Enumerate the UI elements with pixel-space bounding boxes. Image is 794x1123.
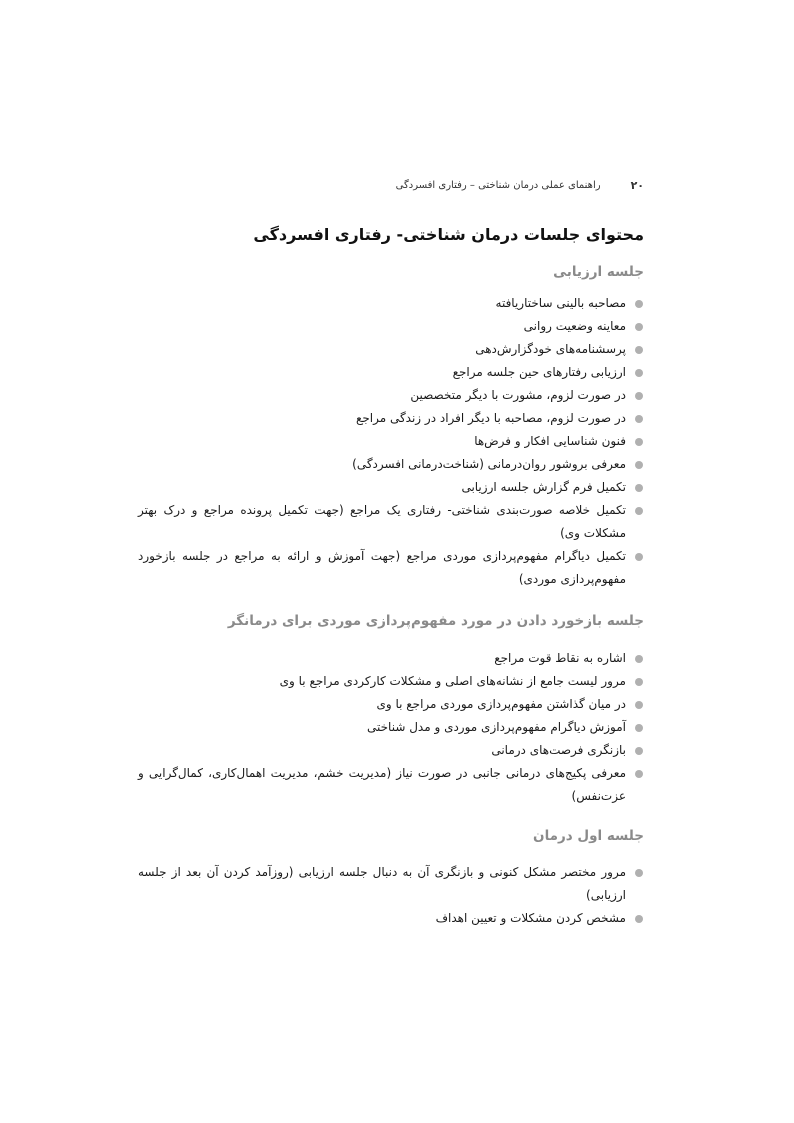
list-item: معرفی بروشور روان‌درمانی (شناخت‌درمانی افسردگی) bbox=[138, 453, 644, 476]
list-item: بازنگری فرصت‌های درمانی bbox=[138, 739, 644, 762]
bullet-icon bbox=[635, 655, 643, 663]
list-item: تکمیل خلاصه صورت‌بندی شناختی- رفتاری یک مراجع (جهت تکمیل پرونده مراجع و درک بهتر مشکلات وی) bbox=[138, 499, 644, 545]
bullet-icon bbox=[635, 553, 643, 561]
list-item: فنون شناسایی افکار و فرض‌ها bbox=[138, 430, 644, 453]
bullet-icon bbox=[635, 678, 643, 686]
running-title: راهنمای عملی درمان شناختی – رفتاری افسردگی bbox=[395, 180, 601, 191]
running-header bbox=[150, 179, 644, 192]
bullet-icon bbox=[635, 770, 643, 778]
bullet-icon bbox=[635, 869, 643, 877]
list-item: مشخص کردن مشکلات و تعیین اهداف bbox=[138, 907, 644, 930]
list-item: پرسشنامه‌های خودگزارش‌دهی bbox=[138, 338, 644, 361]
list-item: در صورت لزوم، مشورت با دیگر متخصصین bbox=[138, 384, 644, 407]
bullet-icon bbox=[635, 369, 643, 377]
list-item: تکمیل فرم گزارش جلسه ارزیابی bbox=[138, 476, 644, 499]
list-item: در میان گذاشتن مفهوم‌پردازی موردی مراجع با وی bbox=[138, 693, 644, 716]
bullet-icon bbox=[635, 300, 643, 308]
bullet-icon bbox=[635, 346, 643, 354]
list-item: تکمیل دیاگرام مفهوم‌پردازی موردی مراجع (جهت آموزش و ارائه به مراجع در جلسه بازخورد مفهوم‌پردازی موردی) bbox=[138, 545, 644, 591]
bullet-icon bbox=[635, 415, 643, 423]
list-item: مصاحبه بالینی ساختاریافته bbox=[138, 292, 644, 315]
bullet-icon bbox=[635, 461, 643, 469]
page-number: ۲۰ bbox=[630, 179, 644, 192]
bullet-icon bbox=[635, 507, 643, 515]
bullet-icon bbox=[635, 392, 643, 400]
section-heading-assessment: جلسه ارزیابی bbox=[553, 264, 644, 280]
assessment-list bbox=[138, 292, 644, 591]
section-heading-first-session: جلسه اول درمان bbox=[533, 828, 644, 844]
bullet-icon bbox=[635, 438, 643, 446]
list-item: ارزیابی رفتارهای حین جلسه مراجع bbox=[138, 361, 644, 384]
bullet-icon bbox=[635, 915, 643, 923]
list-item: مرور مختصر مشکل کنونی و بازنگری آن به دنبال جلسه ارزیابی (روزآمد کردن آن بعد از جلسه ارزیابی) bbox=[138, 861, 644, 907]
first-session-list bbox=[138, 861, 644, 930]
list-item: معرفی پکیج‌های درمانی جانبی در صورت نیاز (مدیریت خشم، مدیریت اهمال‌کاری، کمال‌گرایی و عزت‌نفس) bbox=[138, 762, 644, 808]
bullet-icon bbox=[635, 724, 643, 732]
bullet-icon bbox=[635, 484, 643, 492]
section-heading-feedback: جلسه بازخورد دادن در مورد مفهوم‌پردازی موردی برای درمانگر bbox=[227, 613, 644, 629]
bullet-icon bbox=[635, 323, 643, 331]
feedback-list bbox=[138, 647, 644, 808]
page-title: محتوای جلسات درمان شناختی- رفتاری افسردگی bbox=[253, 225, 644, 244]
list-item: اشاره به نقاط قوت مراجع bbox=[138, 647, 644, 670]
list-item: آموزش دیاگرام مفهوم‌پردازی موردی و مدل شناختی bbox=[138, 716, 644, 739]
list-item: معاینه وضعیت روانی bbox=[138, 315, 644, 338]
list-item: در صورت لزوم، مصاحبه با دیگر افراد در زندگی مراجع bbox=[138, 407, 644, 430]
bullet-icon bbox=[635, 701, 643, 709]
list-item: مرور لیست جامع از نشانه‌های اصلی و مشکلات کارکردی مراجع با وی bbox=[138, 670, 644, 693]
bullet-icon bbox=[635, 747, 643, 755]
